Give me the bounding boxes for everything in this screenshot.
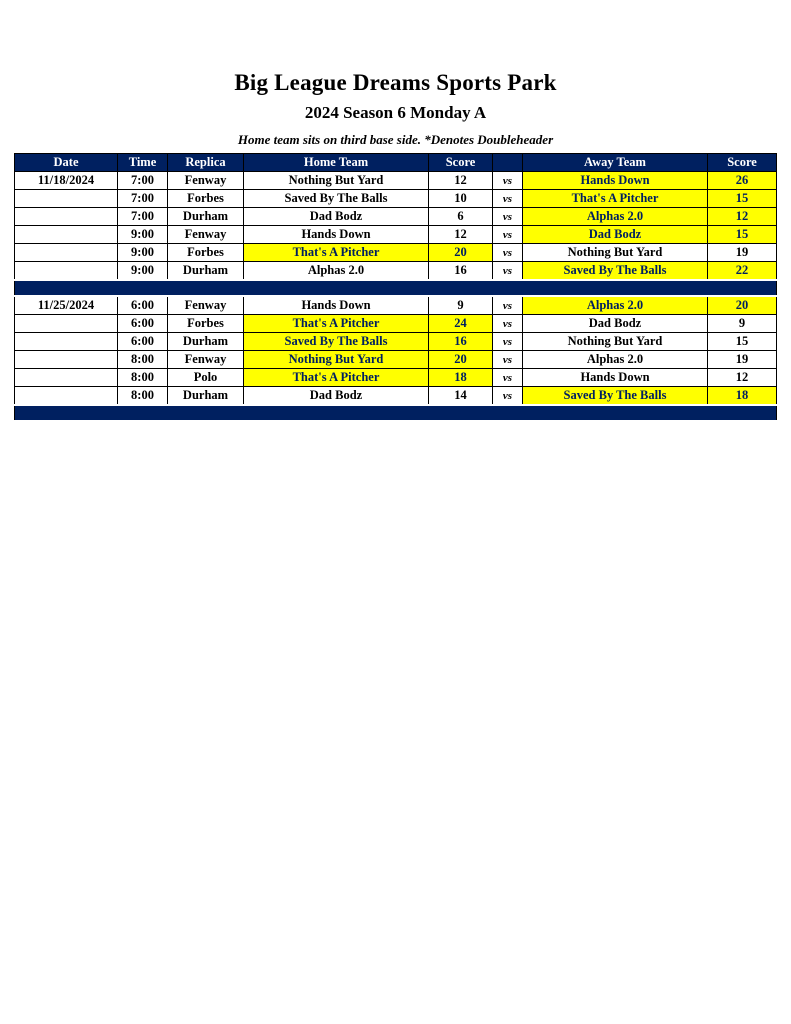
time-cell: 7:00: [118, 190, 168, 208]
game-row: [15, 351, 777, 369]
time-cell: 9:00: [118, 226, 168, 244]
away-team-cell: Dad Bodz: [523, 226, 708, 244]
game-row: [15, 244, 777, 262]
time-cell: 9:00: [118, 262, 168, 281]
away-score-cell: 26: [708, 172, 777, 190]
time-cell: 8:00: [118, 387, 168, 406]
away-team-cell: Alphas 2.0: [523, 351, 708, 369]
vs-cell: vs: [493, 244, 523, 262]
game-row: [15, 333, 777, 351]
week-separator-bar: [15, 405, 777, 421]
time-cell: 7:00: [118, 172, 168, 190]
away-team-cell: Alphas 2.0: [523, 208, 708, 226]
vs-cell: vs: [493, 172, 523, 190]
home-score-cell: 6: [429, 208, 493, 226]
away-score-cell: 15: [708, 226, 777, 244]
game-row: [15, 226, 777, 244]
away-score-cell: 18: [708, 387, 777, 406]
date-cell: [15, 315, 118, 333]
game-row: [15, 387, 777, 406]
home-score-cell: 10: [429, 190, 493, 208]
date-cell: [15, 226, 118, 244]
away-score-cell: 15: [708, 190, 777, 208]
week-separator-row: [15, 280, 777, 296]
schedule-document: [0, 0, 791, 422]
away-team-cell: Dad Bodz: [523, 315, 708, 333]
replica-cell: Durham: [168, 387, 244, 406]
week-separator-bar: [15, 280, 777, 296]
away-score-cell: 19: [708, 351, 777, 369]
replica-cell: Fenway: [168, 226, 244, 244]
game-row: [15, 296, 777, 315]
vs-cell: vs: [493, 387, 523, 406]
date-cell: [15, 244, 118, 262]
time-cell: 8:00: [118, 369, 168, 387]
date-cell: [15, 190, 118, 208]
away-score-cell: 9: [708, 315, 777, 333]
date-cell: [15, 208, 118, 226]
date-cell: [15, 369, 118, 387]
column-header-away-team: Away Team: [523, 154, 708, 172]
away-team-cell: Saved By The Balls: [523, 387, 708, 406]
away-score-cell: 22: [708, 262, 777, 281]
home-team-cell: That's A Pitcher: [244, 315, 429, 333]
replica-cell: Forbes: [168, 190, 244, 208]
column-header-home-score: Score: [429, 154, 493, 172]
time-cell: 9:00: [118, 244, 168, 262]
replica-cell: Polo: [168, 369, 244, 387]
away-team-cell: That's A Pitcher: [523, 190, 708, 208]
replica-cell: Forbes: [168, 244, 244, 262]
page-title: Big League Dreams Sports Park: [234, 70, 557, 95]
date-cell: 11/25/2024: [15, 296, 118, 315]
away-score-cell: 15: [708, 333, 777, 351]
date-cell: [15, 262, 118, 281]
away-team-cell: Hands Down: [523, 172, 708, 190]
vs-cell: vs: [493, 208, 523, 226]
vs-cell: vs: [493, 333, 523, 351]
away-team-cell: Hands Down: [523, 369, 708, 387]
home-score-cell: 24: [429, 315, 493, 333]
date-cell: [15, 387, 118, 406]
vs-cell: vs: [493, 296, 523, 315]
home-score-cell: 20: [429, 244, 493, 262]
home-team-cell: That's A Pitcher: [244, 369, 429, 387]
column-header-replica: Replica: [168, 154, 244, 172]
away-team-cell: Alphas 2.0: [523, 296, 708, 315]
schedule-table: [14, 153, 777, 422]
home-team-cell: Hands Down: [244, 226, 429, 244]
replica-cell: Durham: [168, 208, 244, 226]
game-row: [15, 172, 777, 190]
game-row: [15, 262, 777, 281]
vs-cell: vs: [493, 351, 523, 369]
home-team-cell: Dad Bodz: [244, 208, 429, 226]
home-score-cell: 12: [429, 226, 493, 244]
table-header-row: [15, 154, 777, 172]
vs-cell: vs: [493, 315, 523, 333]
away-score-cell: 12: [708, 369, 777, 387]
vs-cell: vs: [493, 369, 523, 387]
replica-cell: Durham: [168, 333, 244, 351]
time-cell: 8:00: [118, 351, 168, 369]
away-score-cell: 12: [708, 208, 777, 226]
home-score-cell: 18: [429, 369, 493, 387]
game-row: [15, 190, 777, 208]
home-score-cell: 12: [429, 172, 493, 190]
time-cell: 6:00: [118, 333, 168, 351]
column-header-date: Date: [15, 154, 118, 172]
home-team-note: Home team sits on third base side. *Denotes Doubleheader: [237, 132, 554, 147]
home-score-cell: 14: [429, 387, 493, 406]
game-row: [15, 369, 777, 387]
replica-cell: Fenway: [168, 172, 244, 190]
away-team-cell: Nothing But Yard: [523, 333, 708, 351]
vs-cell: vs: [493, 262, 523, 281]
game-row: [15, 208, 777, 226]
time-cell: 6:00: [118, 315, 168, 333]
column-header-away-score: Score: [708, 154, 777, 172]
week-separator-row: [15, 405, 777, 421]
home-team-cell: Hands Down: [244, 296, 429, 315]
home-team-cell: Dad Bodz: [244, 387, 429, 406]
home-team-cell: Alphas 2.0: [244, 262, 429, 281]
date-cell: [15, 351, 118, 369]
column-header-home-team: Home Team: [244, 154, 429, 172]
away-score-cell: 19: [708, 244, 777, 262]
replica-cell: Fenway: [168, 296, 244, 315]
home-team-cell: Saved By The Balls: [244, 190, 429, 208]
home-score-cell: 16: [429, 262, 493, 281]
date-cell: 11/18/2024: [15, 172, 118, 190]
replica-cell: Durham: [168, 262, 244, 281]
replica-cell: Fenway: [168, 351, 244, 369]
home-score-cell: 9: [429, 296, 493, 315]
page-subtitle: 2024 Season 6 Monday A: [304, 103, 487, 122]
time-cell: 6:00: [118, 296, 168, 315]
replica-cell: Forbes: [168, 315, 244, 333]
vs-cell: vs: [493, 226, 523, 244]
home-team-cell: Nothing But Yard: [244, 172, 429, 190]
column-header-time: Time: [118, 154, 168, 172]
vs-cell: vs: [493, 190, 523, 208]
home-score-cell: 20: [429, 351, 493, 369]
time-cell: 7:00: [118, 208, 168, 226]
game-row: [15, 315, 777, 333]
away-team-cell: Nothing But Yard: [523, 244, 708, 262]
away-team-cell: Saved By The Balls: [523, 262, 708, 281]
home-score-cell: 16: [429, 333, 493, 351]
away-score-cell: 20: [708, 296, 777, 315]
home-team-cell: That's A Pitcher: [244, 244, 429, 262]
home-team-cell: Nothing But Yard: [244, 351, 429, 369]
column-header-vs: [493, 154, 523, 172]
date-cell: [15, 333, 118, 351]
home-team-cell: Saved By The Balls: [244, 333, 429, 351]
